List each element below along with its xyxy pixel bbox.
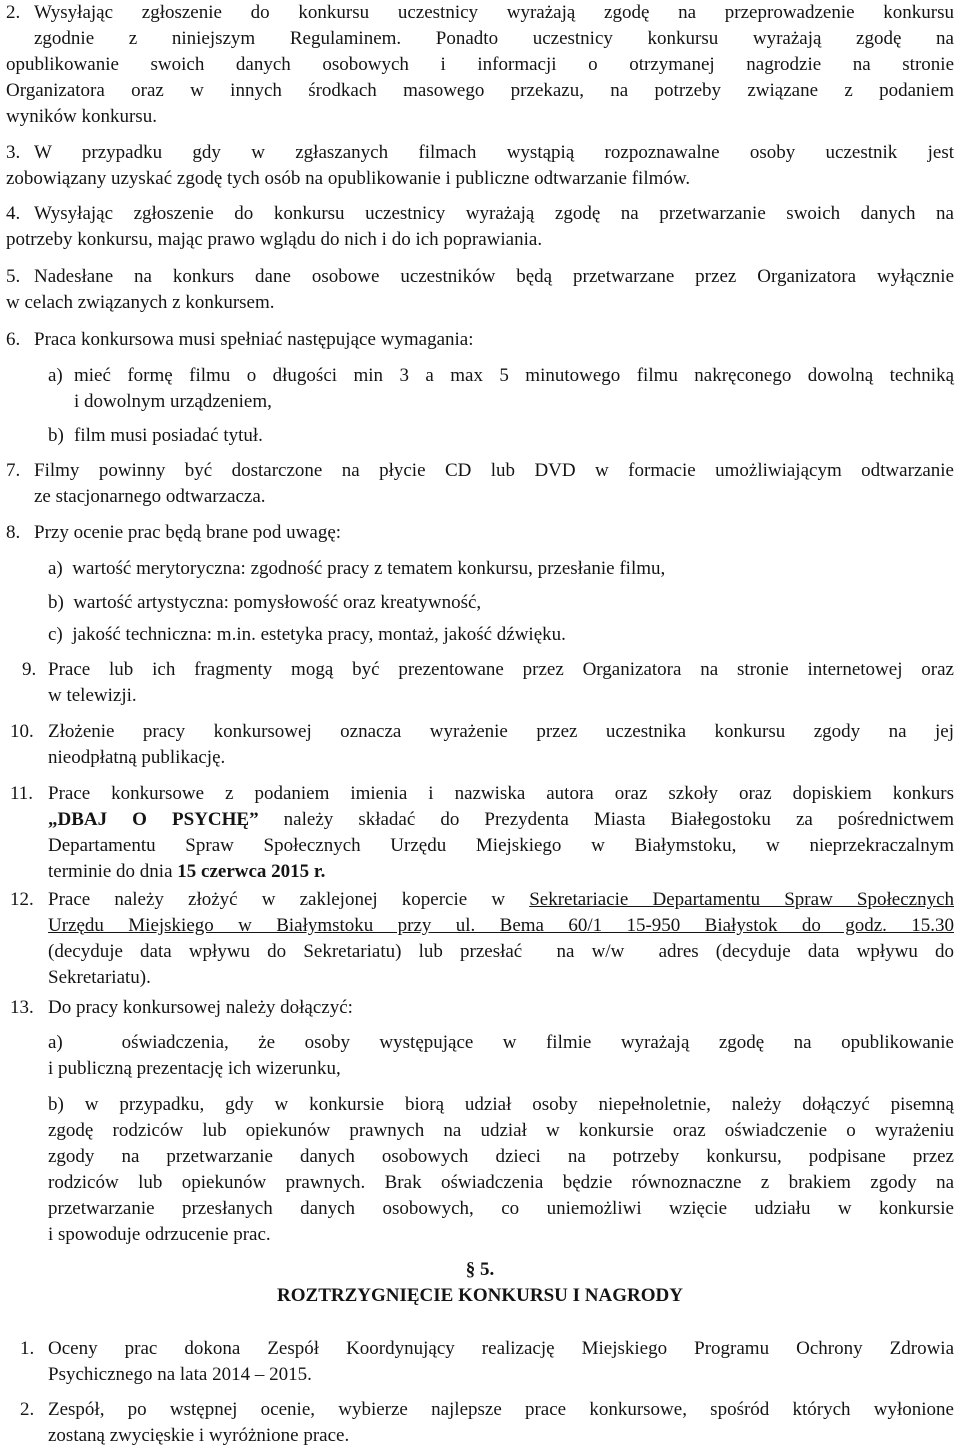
section-number: § 5. [465,1259,495,1280]
text-line: wyników konkursu. [6,106,157,127]
paragraph-text: Przy ocenie prac będą brane pod uwagę: [34,522,342,543]
text-line: nieodpłatną publikację. [48,747,226,768]
text-line: w telewizji. [48,685,137,706]
paragraph-number: 13. [10,997,34,1018]
paragraph-number: 6. [6,329,21,350]
text-line: Zespół, po wstępnej ocenie, wybierze najlepsze prace konkursowe, spośród których wyłonione [48,1399,954,1420]
text-line: opublikowanie swoich danych osobowych i informacji o otrzymanej nagrodzie na stronie [6,54,954,75]
text-line: a) oświadczenia, że osoby występujące w filmie wyrażają zgodę na opublikowanie [48,1032,954,1053]
text-line: i spowoduje odrzucenie prac. [48,1224,271,1245]
paragraph-text [48,719,954,771]
list-text: b) wartość artystyczna: pomysłowość oraz kreatywność, [48,592,482,613]
paragraph-text [34,458,954,510]
paragraph-text: Do pracy konkursowej należy dołączyć: [48,997,353,1018]
address-fragment: Sekretariacie Departamentu Spraw Społecznych [529,889,954,910]
section-title: ROZTRZYGNIĘCIE KONKURSU I NAGRODY [277,1285,683,1306]
paragraph-number: 4. [6,203,21,224]
paragraph-number: 10. [10,721,34,742]
paragraph-text [6,264,954,316]
paragraph-text [48,781,954,885]
text-fragment: Prace należy złożyć w zaklejonej kopercie w [48,889,506,910]
text-line: zostaną zwycięskie i wyróżnione prace. [48,1425,350,1446]
paragraph-number: 2. [20,1399,35,1420]
text-line: zobowiązany uzyskać zgodę tych osób na opublikowanie i publiczne odtwarzanie filmów. [6,168,691,189]
text-line: Prace lub ich fragmenty mogą być prezentowane przez Organizatora na stronie internetowej oraz [48,659,954,680]
text-line [48,887,954,913]
paragraph-text [6,0,954,130]
list-text: film musi posiadać tytuł. [74,425,263,446]
address-line: Urzędu Miejskiego w Białymstoku przy ul. Bema 60/1 15-950 Białystok do godz. 15.30 [48,915,954,936]
paragraph-number: 7. [6,460,21,481]
list-label: b) [48,425,64,446]
paragraph-text [48,1336,954,1388]
paragraph-number: 11. [10,783,34,804]
text-line: zgody na przetwarzanie danych osobowych dzieci na potrzeby konkursu, podpisane przez [48,1146,954,1167]
list-text [48,1092,954,1248]
paragraph-number: 3. [6,142,21,163]
text-fragment: należy składać do Prezydenta Miasta Białegostoku za pośrednictwem [283,809,955,830]
text-line: Wysyłając zgłoszenie do konkursu uczestnicy wyrażają zgodę na przeprowadzenie konkursu [34,2,954,23]
paragraph-text [6,201,954,253]
paragraph-number: 5. [6,266,21,287]
text-line: Złożenie pracy konkursowej oznacza wyrażenie przez uczestnika konkursu zgody na jej [48,721,954,742]
list-text: c) jakość techniczna: m.in. estetyka pracy, montaż, jakość dźwięku. [48,624,566,645]
text-line: (decyduje data wpływu do Sekretariatu) lub przesłać na w/w adres (decyduje data wpływu do [48,941,954,962]
text-line: zgodę rodziców lub opiekunów prawnych na udział w konkursie oraz oświadczenie o wyrażeniu [48,1120,954,1141]
text-line: zgodnie z niniejszym Regulaminem. Ponadto uczestnicy konkursu wyrażają zgodę na [34,28,954,49]
list-text [74,363,954,415]
paragraph-number: 2. [6,2,21,23]
text-line [48,859,954,885]
text-line: Sekretariatu). [48,967,151,988]
list-text [48,1030,954,1082]
paragraph-text: Praca konkursowa musi spełniać następujące wymagania: [34,329,474,350]
paragraph-text [48,1397,954,1449]
paragraph-text [6,140,954,192]
text-line: Organizatora oraz w innych środkach masowego przekazu, na potrzeby związane z podaniem [6,80,954,101]
text-line: W przypadku gdy w zgłaszanych filmach wystąpią rozpoznawalne osoby uczestnik jest [34,142,954,163]
paragraph-text [48,887,954,991]
text-line: Prace konkursowe z podaniem imienia i nazwiska autora oraz szkoły oraz dopiskiem konkurs [48,783,954,804]
text-line: i dowolnym urządzeniem, [74,391,272,412]
paragraph-number: 1. [20,1338,35,1359]
text-line: Psychicznego na lata 2014 – 2015. [48,1364,312,1385]
text-line [48,807,954,833]
text-line: potrzeby konkursu, mając prawo wglądu do nich i do ich poprawiania. [6,229,543,250]
text-line: w celach związanych z konkursem. [6,292,275,313]
text-line: b) w przypadku, gdy w konkursie biorą udział osoby niepełnoletnie, należy dołączyć pisemną [48,1094,954,1115]
text-line: Wysyłając zgłoszenie do konkursu uczestnicy wyrażają zgodę na przetwarzanie swoich danych na [34,203,954,224]
text-line: przetwarzanie przesłanych danych osobowych, co uniemożliwi wzięcie udziału w konkursie [48,1198,954,1219]
text-line: Oceny prac dokona Zespół Koordynujący realizację Miejskiego Programu Ochrony Zdrowia [48,1338,954,1359]
paragraph-number: 8. [6,522,21,543]
text-line: ze stacjonarnego odtwarzacza. [34,486,266,507]
list-label: a) [48,365,63,386]
paragraph-number: 12. [10,889,34,910]
contest-name: „DBAJ O PSYCHĘ” [48,809,259,830]
deadline-date: 15 czerwca 2015 r. [177,861,326,882]
paragraph-number: 9. [22,659,37,680]
paragraph-text [48,657,954,709]
list-text: a) wartość merytoryczna: zgodność pracy z tematem konkursu, przesłanie filmu, [48,558,666,579]
text-line: mieć formę filmu o długości min 3 a max 5 minutowego filmu nakręconego dowolną techniką [74,365,954,386]
text-line: Departamentu Spraw Społecznych Urzędu Miejskiego w Białymstoku, w nieprzekraczalnym [48,835,954,856]
text-line: Nadesłane na konkurs dane osobowe uczestników będą przetwarzane przez Organizatora wyłącznie [34,266,954,287]
text-line: rodziców lub opiekunów prawnych. Brak oświadczenia będzie równoznaczne z brakiem zgody na [48,1172,954,1193]
text-fragment: terminie do dnia [48,861,173,882]
text-line: Filmy powinny być dostarczone na płycie CD lub DVD w formacie umożliwiającym odtwarzanie [34,460,954,481]
text-line: i publiczną prezentację ich wizerunku, [48,1058,341,1079]
